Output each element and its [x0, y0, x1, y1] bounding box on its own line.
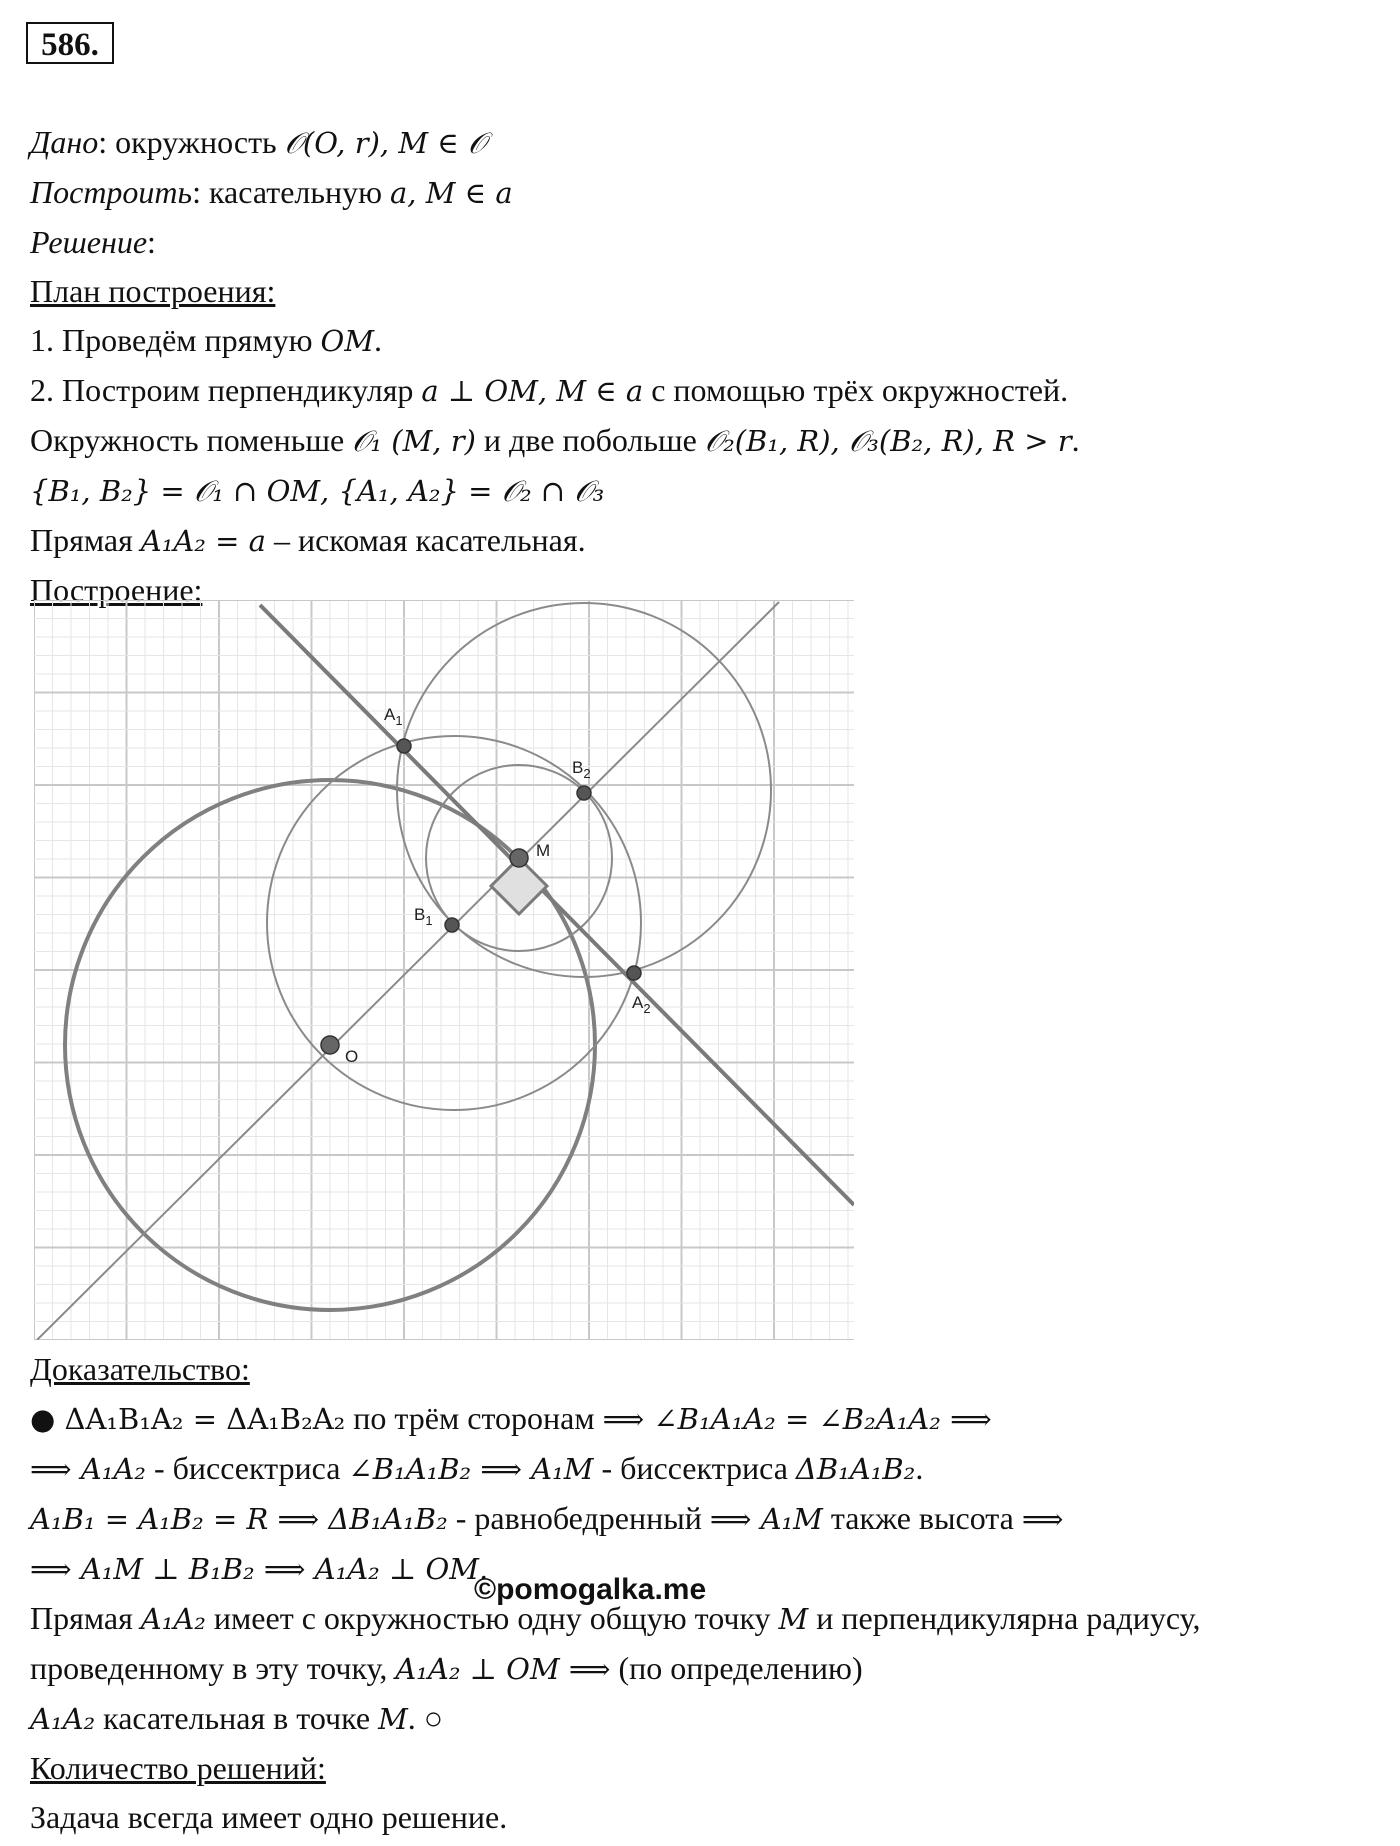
plan-sets-math: {B₁, B₂} = 𝒪₁ ∩ OM, {A₁, A₂} = 𝒪₂ ∩ 𝒪₃: [30, 474, 605, 508]
label-b1: $B_1$: [414, 905, 433, 928]
proof-l7-text-1: касательная в точке: [95, 1700, 379, 1736]
given-label: Дано: [30, 124, 99, 160]
plan-line-math: A₁A₂ = a: [140, 524, 266, 558]
proof-l1-math-2: ⟹ ∠B₁A₁A₂ = ∠B₂A₁A₂ ⟹: [602, 1402, 992, 1436]
plan-circles-math-1: 𝒪₁ (M, r): [352, 424, 476, 458]
proof-l1-text: по трём сторонам: [345, 1400, 603, 1436]
proof-line-3: [30, 1494, 1390, 1544]
proof-l4-math: ⟹ A₁M ⊥ B₁B₂ ⟹ A₁A₂ ⊥ OM.: [30, 1552, 489, 1586]
plan-circles: [30, 416, 1390, 466]
proof-l7-math-2: M: [378, 1702, 408, 1736]
proof-l3-math-2: ⟹ A₁M: [709, 1502, 823, 1536]
solution-label: Решение: [30, 224, 148, 260]
plan-heading: План построения:: [30, 273, 276, 309]
proof-line-7: [30, 1694, 1390, 1744]
proof-heading: Доказательство:: [30, 1351, 250, 1387]
construction-heading: Построение:: [30, 572, 203, 608]
construction-figure: [34, 600, 854, 1340]
proof-line-6: [30, 1644, 1390, 1694]
given-line: [30, 118, 1390, 168]
plan-step-2-math: a ⊥ OM, M ∈ a: [421, 374, 644, 408]
plan-circles-text-2: и две побольше: [475, 422, 705, 458]
construct-math: a, M ∈ a: [390, 176, 513, 210]
solution-sep: :: [147, 224, 156, 260]
proof-l2-end: .: [915, 1450, 924, 1486]
label-a2: $A_2$: [632, 993, 651, 1016]
label-m: M: [536, 841, 551, 860]
plan-step-1-math: OM: [320, 324, 375, 358]
proof-l5-math-2: M: [778, 1602, 809, 1636]
point-m: [510, 849, 528, 867]
construct-text: касательную: [208, 174, 390, 210]
proof-l2-text-1: - биссектриса: [145, 1450, 349, 1486]
construct-sep: :: [192, 174, 209, 210]
plan-step-1-text: 1. Проведём прямую: [30, 322, 321, 358]
plan-sets: [30, 466, 1390, 516]
proof-l7-math-1: A₁A₂: [30, 1702, 96, 1736]
proof-l1-math-1: ● ΔA₁B₁A₂ = ΔA₁B₂A₂: [30, 1402, 346, 1436]
given-math: 𝒪(O, r), M ∈ 𝒪: [284, 126, 487, 160]
problem-number: 586.: [26, 22, 114, 64]
plan-step-1: [30, 316, 1390, 366]
proof-l3-text-2: также высота: [822, 1500, 1022, 1536]
proof-l5-text-3: и перпендикулярна радиусу,: [808, 1600, 1201, 1636]
count-text: Задача всегда имеет одно решение.: [30, 1799, 508, 1835]
proof-l3-math-1: A₁B₁ = A₁B₂ = R ⟹ ΔB₁A₁B₂: [30, 1502, 448, 1536]
proof-line-4: [30, 1544, 1390, 1594]
plan-circles-text-1: Окружность поменьше: [30, 422, 353, 458]
proof-l7-end: . ○: [407, 1700, 444, 1736]
count-heading: Количество решений:: [30, 1750, 326, 1786]
proof-text: [30, 1345, 1390, 1842]
point-a1: [397, 739, 411, 753]
proof-l2-math-2: ∠B₁A₁B₂ ⟹ A₁M: [348, 1452, 594, 1486]
plan-step-1-end: .: [374, 322, 383, 358]
label-a1: $A_1$: [384, 705, 403, 728]
proof-l5-text-1: Прямая: [30, 1600, 141, 1636]
proof-l3-math-3: ⟹: [1021, 1502, 1064, 1536]
plan-circles-end: .: [1071, 422, 1080, 458]
grid: [34, 600, 854, 1340]
point-a2: [627, 966, 641, 980]
proof-l6-text-1: проведенному в эту точку,: [30, 1650, 396, 1686]
plan-step-2: [30, 366, 1390, 416]
problem-text: [30, 118, 1390, 615]
label-o: O: [345, 1047, 359, 1066]
proof-l2-math-1: ⟹ A₁A₂: [30, 1452, 146, 1486]
plan-line: [30, 516, 1390, 566]
proof-l6-math: A₁A₂ ⊥ OM ⟹: [395, 1652, 611, 1686]
proof-l5-math-1: A₁A₂: [140, 1602, 206, 1636]
plan-step-2-end: с помощью трёх окружностей.: [643, 372, 1069, 408]
proof-l2-text-2: - биссектриса: [593, 1450, 796, 1486]
proof-line-1: [30, 1394, 1390, 1444]
plan-circles-math-2: 𝒪₂(B₁, R), 𝒪₃(B₂, R), R > r: [704, 424, 1072, 458]
solution-line: [30, 218, 1390, 267]
construction-svg: [34, 600, 854, 1340]
watermark: ©pomogalka.me: [474, 1573, 707, 1606]
construct-line: [30, 168, 1390, 218]
plan-line-text-2: – искомая касательная.: [265, 522, 586, 558]
proof-l5-text-2: имеет с окружностью одну общую точку: [205, 1600, 779, 1636]
point-b1: [445, 918, 459, 932]
label-b2: $B_2$: [572, 758, 591, 781]
point-o: [321, 1036, 339, 1054]
proof-l2-math-3: ΔB₁A₁B₂: [795, 1452, 916, 1486]
plan-step-2-text: 2. Построим перпендикуляр: [30, 372, 422, 408]
given-sep: :: [98, 124, 116, 160]
point-b2: [577, 786, 591, 800]
proof-l6-text-2: (по определению): [610, 1650, 863, 1686]
tangent-a1a2: [260, 605, 854, 1205]
proof-line-5: [30, 1594, 1390, 1644]
plan-line-text-1: Прямая: [30, 522, 141, 558]
construct-label: Построить: [30, 174, 193, 210]
proof-l3-text-1: - равнобедренный: [447, 1500, 710, 1536]
proof-line-2: [30, 1444, 1390, 1494]
given-text: окружность: [115, 124, 285, 160]
